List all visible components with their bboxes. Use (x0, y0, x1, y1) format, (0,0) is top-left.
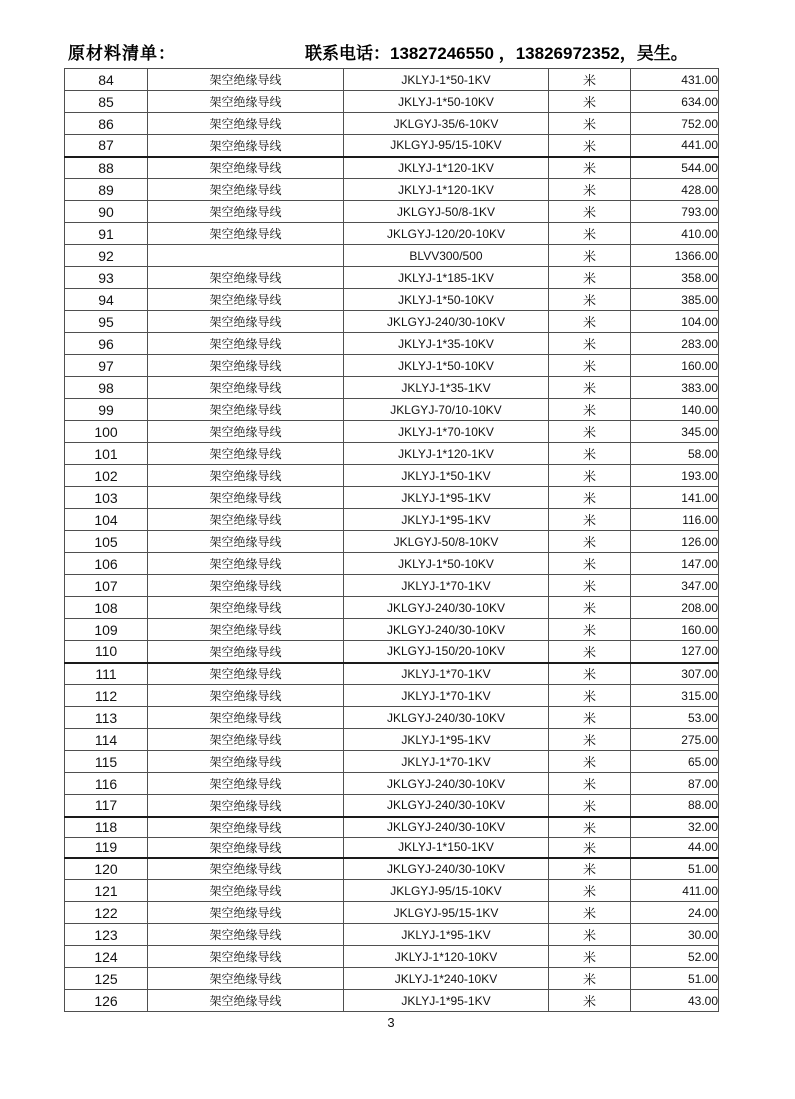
unit-cell: 米 (549, 553, 631, 575)
row-number-cell: 123 (65, 924, 148, 946)
table-row (65, 902, 719, 924)
unit-cell: 米 (549, 421, 631, 443)
unit-cell: 米 (549, 990, 631, 1012)
unit-cell: 米 (549, 924, 631, 946)
spec-cell: JKLGYJ-150/20-10KV (344, 641, 549, 663)
spec-cell: JKLGYJ-240/30-10KV (344, 795, 549, 817)
material-name-cell: 架空绝缘导线 (148, 880, 344, 902)
material-name-cell: 架空绝缘导线 (148, 968, 344, 990)
spec-cell: JKLYJ-1*70-10KV (344, 421, 549, 443)
unit-cell: 米 (549, 223, 631, 245)
row-number-cell: 114 (65, 729, 148, 751)
material-name-cell: 架空绝缘导线 (148, 641, 344, 663)
table-row (65, 619, 719, 641)
table-row (65, 355, 719, 377)
quantity-cell: 160.00 (631, 619, 719, 641)
row-number-cell: 93 (65, 267, 148, 289)
quantity-cell: 58.00 (631, 443, 719, 465)
row-number-cell: 108 (65, 597, 148, 619)
material-name-cell: 架空绝缘导线 (148, 201, 344, 223)
material-name-cell: 架空绝缘导线 (148, 179, 344, 201)
material-name-cell: 架空绝缘导线 (148, 443, 344, 465)
material-name-cell: 架空绝缘导线 (148, 487, 344, 509)
quantity-cell: 793.00 (631, 201, 719, 223)
table-row (65, 597, 719, 619)
spec-cell: JKLYJ-1*35-1KV (344, 377, 549, 399)
spec-cell: JKLGYJ-240/30-10KV (344, 311, 549, 333)
material-name-cell: 架空绝缘导线 (148, 421, 344, 443)
materials-table (64, 68, 719, 1012)
quantity-cell: 345.00 (631, 421, 719, 443)
table-row (65, 946, 719, 968)
quantity-cell: 141.00 (631, 487, 719, 509)
table-row (65, 685, 719, 707)
table-row (65, 553, 719, 575)
unit-cell: 米 (549, 575, 631, 597)
quantity-cell: 116.00 (631, 509, 719, 531)
table-row (65, 773, 719, 795)
quantity-cell: 275.00 (631, 729, 719, 751)
unit-cell: 米 (549, 135, 631, 157)
unit-cell: 米 (549, 663, 631, 685)
table-row (65, 837, 719, 858)
row-number-cell: 119 (65, 837, 148, 858)
material-name-cell: 架空绝缘导线 (148, 399, 344, 421)
unit-cell: 米 (549, 333, 631, 355)
row-number-cell: 96 (65, 333, 148, 355)
row-number-cell: 100 (65, 421, 148, 443)
quantity-cell: 126.00 (631, 531, 719, 553)
material-name-cell: 架空绝缘导线 (148, 990, 344, 1012)
quantity-cell: 307.00 (631, 663, 719, 685)
material-name-cell: 架空绝缘导线 (148, 553, 344, 575)
quantity-cell: 52.00 (631, 946, 719, 968)
table-row (65, 795, 719, 817)
material-name-cell: 架空绝缘导线 (148, 707, 344, 729)
spec-cell: JKLGYJ-95/15-10KV (344, 880, 549, 902)
spec-cell: JKLYJ-1*50-1KV (344, 465, 549, 487)
table-row (65, 267, 719, 289)
table-row (65, 968, 719, 990)
table-row (65, 990, 719, 1012)
material-name-cell: 架空绝缘导线 (148, 223, 344, 245)
table-row (65, 924, 719, 946)
table-row (65, 223, 719, 245)
row-number-cell: 94 (65, 289, 148, 311)
spec-cell: JKLGYJ-70/10-10KV (344, 399, 549, 421)
quantity-cell: 104.00 (631, 311, 719, 333)
spec-cell: JKLGYJ-50/8-10KV (344, 531, 549, 553)
table-row (65, 113, 719, 135)
unit-cell: 米 (549, 946, 631, 968)
material-name-cell: 架空绝缘导线 (148, 267, 344, 289)
quantity-cell: 160.00 (631, 355, 719, 377)
quantity-cell: 385.00 (631, 289, 719, 311)
spec-cell: JKLYJ-1*95-1KV (344, 729, 549, 751)
row-number-cell: 116 (65, 773, 148, 795)
material-name-cell: 架空绝缘导线 (148, 795, 344, 817)
row-number-cell: 101 (65, 443, 148, 465)
unit-cell: 米 (549, 837, 631, 858)
quantity-cell: 43.00 (631, 990, 719, 1012)
unit-cell: 米 (549, 289, 631, 311)
row-number-cell: 107 (65, 575, 148, 597)
quantity-cell: 634.00 (631, 91, 719, 113)
table-row (65, 179, 719, 201)
row-number-cell: 124 (65, 946, 148, 968)
spec-cell: JKLYJ-1*50-10KV (344, 355, 549, 377)
material-name-cell (148, 245, 344, 267)
unit-cell: 米 (549, 465, 631, 487)
unit-cell: 米 (549, 157, 631, 179)
unit-cell: 米 (549, 509, 631, 531)
unit-cell: 米 (549, 707, 631, 729)
row-number-cell: 121 (65, 880, 148, 902)
material-name-cell: 架空绝缘导线 (148, 663, 344, 685)
quantity-cell: 53.00 (631, 707, 719, 729)
spec-cell: JKLYJ-1*35-10KV (344, 333, 549, 355)
contact-info: 联系电话：13827246550 ，13826972352，吴生。 (305, 44, 688, 63)
spec-cell: JKLYJ-1*120-1KV (344, 179, 549, 201)
table-row (65, 707, 719, 729)
table-row (65, 157, 719, 179)
material-name-cell: 架空绝缘导线 (148, 751, 344, 773)
row-number-cell: 95 (65, 311, 148, 333)
row-number-cell: 117 (65, 795, 148, 817)
row-number-cell: 87 (65, 135, 148, 157)
spec-cell: JKLGYJ-240/30-10KV (344, 773, 549, 795)
spec-cell: JKLYJ-1*95-1KV (344, 487, 549, 509)
row-number-cell: 85 (65, 91, 148, 113)
unit-cell: 米 (549, 311, 631, 333)
row-number-cell: 89 (65, 179, 148, 201)
quantity-cell: 410.00 (631, 223, 719, 245)
material-name-cell: 架空绝缘导线 (148, 924, 344, 946)
unit-cell: 米 (549, 641, 631, 663)
unit-cell: 米 (549, 685, 631, 707)
table-row (65, 817, 719, 838)
table-row (65, 663, 719, 685)
quantity-cell: 44.00 (631, 837, 719, 858)
table-row (65, 377, 719, 399)
row-number-cell: 102 (65, 465, 148, 487)
unit-cell: 米 (549, 443, 631, 465)
table-row (65, 201, 719, 223)
unit-cell: 米 (549, 267, 631, 289)
material-name-cell: 架空绝缘导线 (148, 135, 344, 157)
quantity-cell: 347.00 (631, 575, 719, 597)
unit-cell: 米 (549, 729, 631, 751)
quantity-cell: 411.00 (631, 880, 719, 902)
spec-cell: JKLGYJ-50/8-1KV (344, 201, 549, 223)
material-name-cell: 架空绝缘导线 (148, 157, 344, 179)
spec-cell: JKLYJ-1*50-1KV (344, 69, 549, 91)
row-number-cell: 126 (65, 990, 148, 1012)
row-number-cell: 86 (65, 113, 148, 135)
quantity-cell: 65.00 (631, 751, 719, 773)
table-row (65, 421, 719, 443)
unit-cell: 米 (549, 880, 631, 902)
quantity-cell: 283.00 (631, 333, 719, 355)
row-number-cell: 91 (65, 223, 148, 245)
spec-cell: JKLYJ-1*70-1KV (344, 575, 549, 597)
quantity-cell: 431.00 (631, 69, 719, 91)
spec-cell: JKLYJ-1*50-10KV (344, 289, 549, 311)
row-number-cell: 113 (65, 707, 148, 729)
table-row (65, 465, 719, 487)
quantity-cell: 315.00 (631, 685, 719, 707)
row-number-cell: 84 (65, 69, 148, 91)
table-row (65, 487, 719, 509)
spec-cell: JKLGYJ-120/20-10KV (344, 223, 549, 245)
material-name-cell: 架空绝缘导线 (148, 377, 344, 399)
material-name-cell: 架空绝缘导线 (148, 685, 344, 707)
table-row (65, 399, 719, 421)
unit-cell: 米 (549, 795, 631, 817)
quantity-cell: 544.00 (631, 157, 719, 179)
page-title: 原材料清单： (68, 44, 176, 63)
quantity-cell: 1366.00 (631, 245, 719, 267)
unit-cell: 米 (549, 179, 631, 201)
row-number-cell: 109 (65, 619, 148, 641)
unit-cell: 米 (549, 817, 631, 838)
table-row (65, 69, 719, 91)
table-row (65, 245, 719, 267)
material-name-cell: 架空绝缘导线 (148, 817, 344, 838)
row-number-cell: 90 (65, 201, 148, 223)
row-number-cell: 99 (65, 399, 148, 421)
material-name-cell: 架空绝缘导线 (148, 619, 344, 641)
unit-cell: 米 (549, 487, 631, 509)
material-name-cell: 架空绝缘导线 (148, 597, 344, 619)
unit-cell: 米 (549, 91, 631, 113)
row-number-cell: 98 (65, 377, 148, 399)
spec-cell: JKLYJ-1*120-1KV (344, 157, 549, 179)
material-name-cell: 架空绝缘导线 (148, 465, 344, 487)
material-name-cell: 架空绝缘导线 (148, 531, 344, 553)
table-row (65, 751, 719, 773)
unit-cell: 米 (549, 858, 631, 880)
quantity-cell: 140.00 (631, 399, 719, 421)
unit-cell: 米 (549, 245, 631, 267)
row-number-cell: 88 (65, 157, 148, 179)
material-name-cell: 架空绝缘导线 (148, 858, 344, 880)
table-row (65, 91, 719, 113)
row-number-cell: 118 (65, 817, 148, 838)
materials-table-body (65, 69, 719, 1012)
spec-cell: JKLGYJ-240/30-10KV (344, 597, 549, 619)
spec-cell: JKLYJ-1*120-10KV (344, 946, 549, 968)
page-number: 3 (387, 1015, 395, 1030)
table-row (65, 289, 719, 311)
table-row (65, 641, 719, 663)
material-name-cell: 架空绝缘导线 (148, 69, 344, 91)
row-number-cell: 115 (65, 751, 148, 773)
quantity-cell: 24.00 (631, 902, 719, 924)
material-name-cell: 架空绝缘导线 (148, 773, 344, 795)
row-number-cell: 97 (65, 355, 148, 377)
quantity-cell: 87.00 (631, 773, 719, 795)
quantity-cell: 208.00 (631, 597, 719, 619)
material-name-cell: 架空绝缘导线 (148, 355, 344, 377)
spec-cell: JKLYJ-1*120-1KV (344, 443, 549, 465)
row-number-cell: 104 (65, 509, 148, 531)
material-name-cell: 架空绝缘导线 (148, 113, 344, 135)
material-name-cell: 架空绝缘导线 (148, 91, 344, 113)
quantity-cell: 88.00 (631, 795, 719, 817)
material-name-cell: 架空绝缘导线 (148, 837, 344, 858)
quantity-cell: 358.00 (631, 267, 719, 289)
table-row (65, 135, 719, 157)
quantity-cell: 30.00 (631, 924, 719, 946)
spec-cell: JKLYJ-1*50-10KV (344, 91, 549, 113)
row-number-cell: 110 (65, 641, 148, 663)
spec-cell: BLVV300/500 (344, 245, 549, 267)
unit-cell: 米 (549, 773, 631, 795)
unit-cell: 米 (549, 751, 631, 773)
spec-cell: JKLYJ-1*240-10KV (344, 968, 549, 990)
quantity-cell: 147.00 (631, 553, 719, 575)
spec-cell: JKLGYJ-240/30-10KV (344, 619, 549, 641)
material-name-cell: 架空绝缘导线 (148, 289, 344, 311)
quantity-cell: 51.00 (631, 968, 719, 990)
table-row (65, 443, 719, 465)
spec-cell: JKLYJ-1*95-1KV (344, 990, 549, 1012)
spec-cell: JKLYJ-1*150-1KV (344, 837, 549, 858)
unit-cell: 米 (549, 619, 631, 641)
spec-cell: JKLGYJ-240/30-10KV (344, 817, 549, 838)
quantity-cell: 441.00 (631, 135, 719, 157)
quantity-cell: 51.00 (631, 858, 719, 880)
table-row (65, 858, 719, 880)
unit-cell: 米 (549, 399, 631, 421)
table-row (65, 880, 719, 902)
unit-cell: 米 (549, 597, 631, 619)
spec-cell: JKLGYJ-240/30-10KV (344, 707, 549, 729)
unit-cell: 米 (549, 113, 631, 135)
row-number-cell: 92 (65, 245, 148, 267)
row-number-cell: 103 (65, 487, 148, 509)
quantity-cell: 383.00 (631, 377, 719, 399)
row-number-cell: 120 (65, 858, 148, 880)
table-row (65, 311, 719, 333)
spec-cell: JKLYJ-1*50-10KV (344, 553, 549, 575)
material-name-cell: 架空绝缘导线 (148, 946, 344, 968)
spec-cell: JKLGYJ-95/15-10KV (344, 135, 549, 157)
unit-cell: 米 (549, 355, 631, 377)
row-number-cell: 112 (65, 685, 148, 707)
unit-cell: 米 (549, 902, 631, 924)
material-name-cell: 架空绝缘导线 (148, 729, 344, 751)
row-number-cell: 122 (65, 902, 148, 924)
unit-cell: 米 (549, 531, 631, 553)
quantity-cell: 752.00 (631, 113, 719, 135)
row-number-cell: 105 (65, 531, 148, 553)
table-row (65, 575, 719, 597)
spec-cell: JKLYJ-1*95-1KV (344, 509, 549, 531)
material-name-cell: 架空绝缘导线 (148, 902, 344, 924)
unit-cell: 米 (549, 377, 631, 399)
spec-cell: JKLGYJ-240/30-10KV (344, 858, 549, 880)
quantity-cell: 127.00 (631, 641, 719, 663)
spec-cell: JKLGYJ-35/6-10KV (344, 113, 549, 135)
spec-cell: JKLYJ-1*70-1KV (344, 685, 549, 707)
material-name-cell: 架空绝缘导线 (148, 311, 344, 333)
quantity-cell: 32.00 (631, 817, 719, 838)
row-number-cell: 125 (65, 968, 148, 990)
material-name-cell: 架空绝缘导线 (148, 333, 344, 355)
row-number-cell: 106 (65, 553, 148, 575)
unit-cell: 米 (549, 69, 631, 91)
table-row (65, 729, 719, 751)
spec-cell: JKLYJ-1*70-1KV (344, 663, 549, 685)
quantity-cell: 428.00 (631, 179, 719, 201)
table-row (65, 509, 719, 531)
unit-cell: 米 (549, 201, 631, 223)
material-name-cell: 架空绝缘导线 (148, 509, 344, 531)
table-row (65, 333, 719, 355)
quantity-cell: 193.00 (631, 465, 719, 487)
spec-cell: JKLYJ-1*185-1KV (344, 267, 549, 289)
spec-cell: JKLGYJ-95/15-1KV (344, 902, 549, 924)
unit-cell: 米 (549, 968, 631, 990)
row-number-cell: 111 (65, 663, 148, 685)
material-name-cell: 架空绝缘导线 (148, 575, 344, 597)
spec-cell: JKLYJ-1*70-1KV (344, 751, 549, 773)
spec-cell: JKLYJ-1*95-1KV (344, 924, 549, 946)
table-row (65, 531, 719, 553)
